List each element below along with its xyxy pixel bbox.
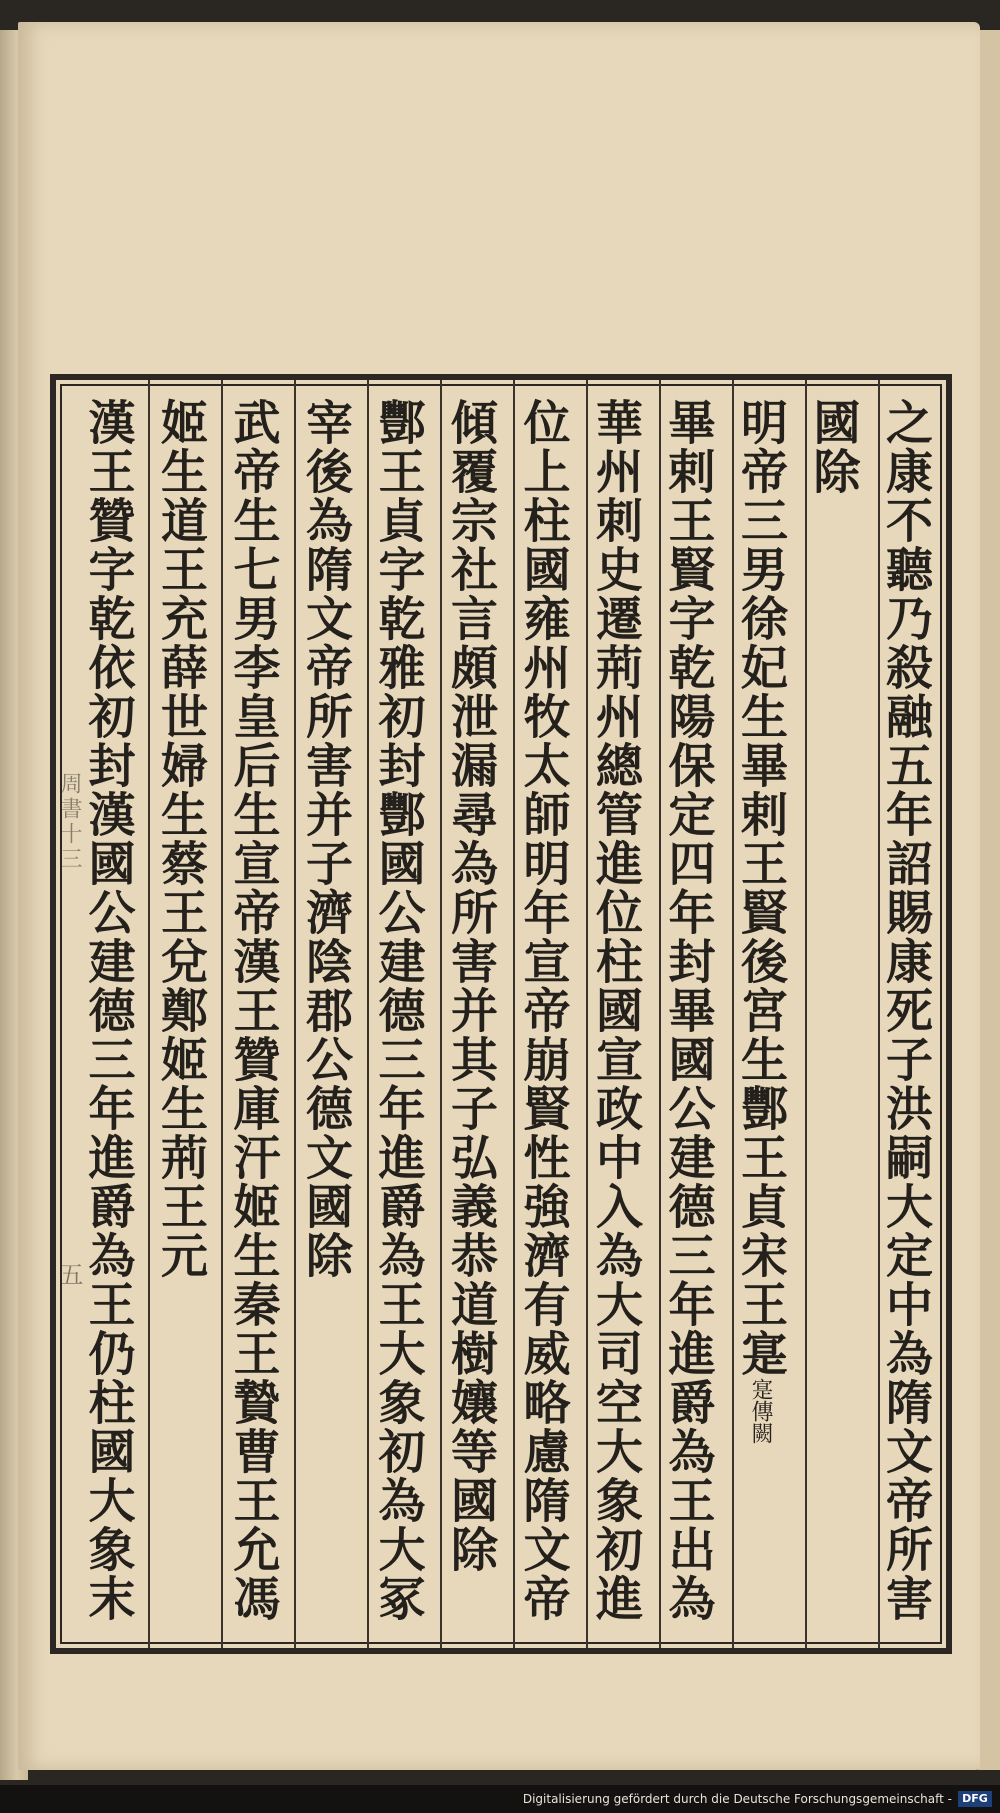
book-page xyxy=(18,22,980,1770)
text-columns xyxy=(72,398,942,1634)
text-column: 位上柱國雍州牧太師明年宣帝崩賢性強濟有威略慮隋文帝 xyxy=(515,398,571,1623)
text-column: 姬生道王充薛世婦生蔡王兌鄭姬生荊王元 xyxy=(153,398,208,1280)
text-column: 宰後為隋文帝所害并子濟陰郡公德文國除 xyxy=(298,398,353,1280)
text-column: 酆王貞字乾雅初封酆國公建德三年進爵為王大象初為大冢 xyxy=(370,398,426,1623)
column-annotation: 寔傳闕 xyxy=(748,1378,773,1444)
page-number: 五 xyxy=(55,1262,83,1286)
text-column: 漢王贊字乾依初封漢國公建德三年進爵為王仍柱國大象末 xyxy=(80,398,136,1623)
dfg-logo: DFG xyxy=(958,1791,992,1807)
text-column: 傾覆宗社言頗泄漏尋為所害并其子弘義恭道樹孃等國除 xyxy=(443,398,498,1574)
text-column: 畢剌王賢字乾陽保定四年封畢國公建德三年進爵為王出為 xyxy=(660,398,716,1623)
text-column: 華州刺史遷荊州總管進位柱國宣政中入為大司空大象初進 xyxy=(588,398,643,1623)
column-text: 明帝三男徐妃生畢剌王賢後宮生酆王貞宋王寔 xyxy=(733,398,788,1378)
text-column: 國除 xyxy=(805,398,861,496)
text-frame xyxy=(50,374,952,1654)
text-column xyxy=(725,398,798,1634)
digitization-credit: Digitalisierung gefördert durch die Deutsche Forschungsgemeinschaft - xyxy=(522,1792,952,1806)
text-column: 之康不聽乃殺融五年詔賜康死子洪嗣大定中為隋文帝所害 xyxy=(878,398,933,1623)
next-page-edge xyxy=(978,30,1000,1770)
margin-label: 周書十三 xyxy=(57,772,82,872)
text-column: 武帝生七男李皇后生宣帝漢王贊庫汗姬生秦王贄曹王允馮 xyxy=(225,398,281,1623)
